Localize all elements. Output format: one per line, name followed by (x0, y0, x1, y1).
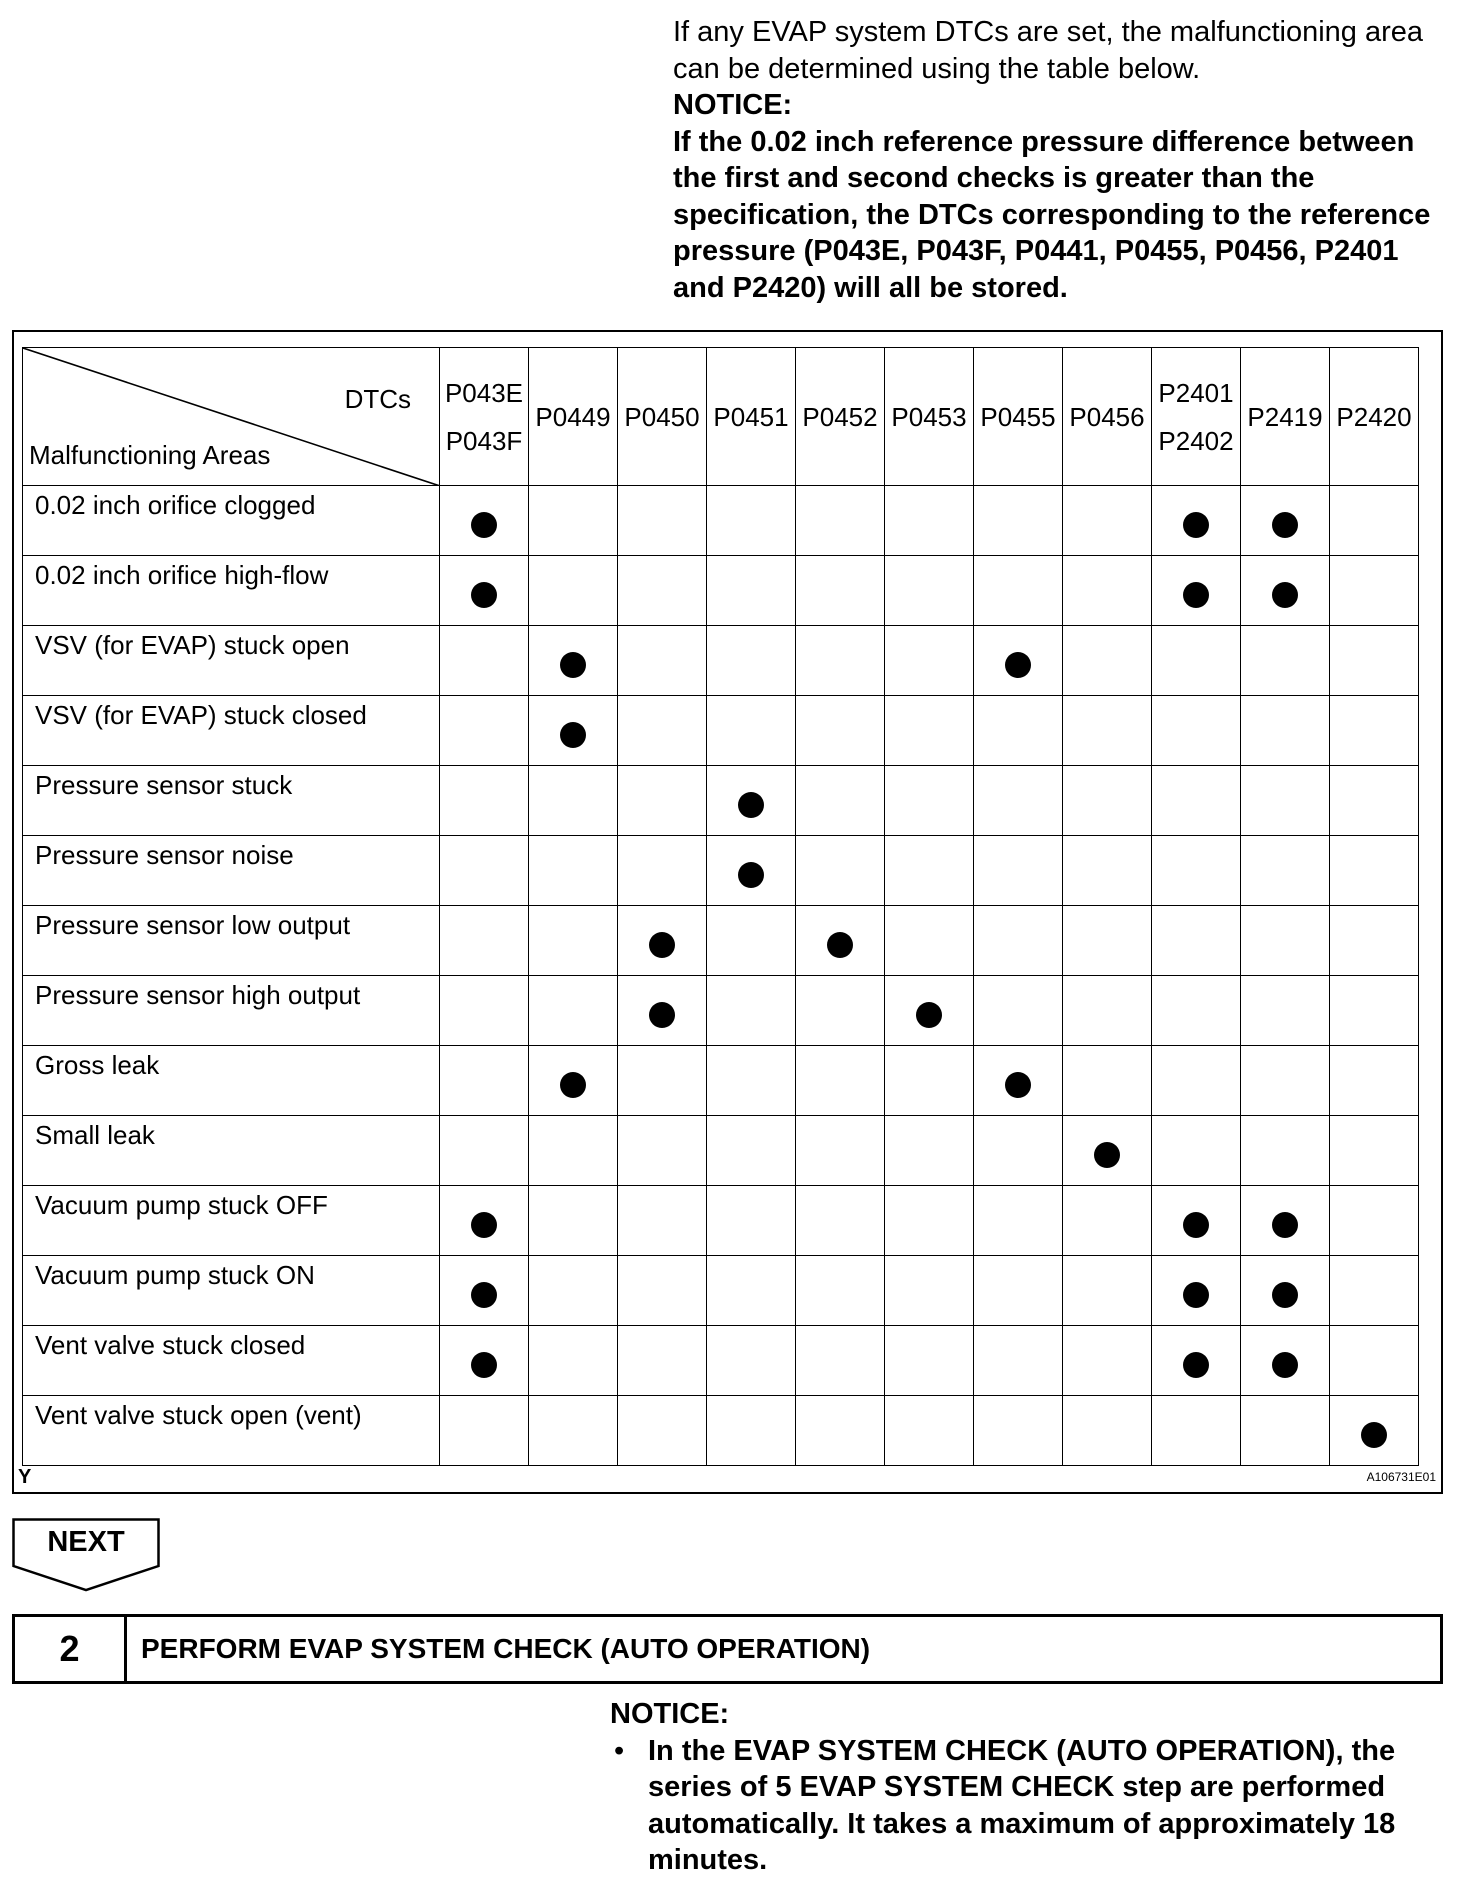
dtc-cell (796, 556, 885, 626)
filled-circle-icon (1183, 1212, 1209, 1238)
dtc-cell (440, 486, 529, 556)
dtc-cell (796, 1326, 885, 1396)
dtc-table (22, 347, 1419, 1466)
dtc-cell (529, 766, 618, 836)
dtc-column-header (1152, 348, 1241, 486)
filled-circle-icon (560, 1072, 586, 1098)
dtc-cell (1241, 696, 1330, 766)
dtc-cell (707, 1326, 796, 1396)
dtc-cell (707, 556, 796, 626)
filled-circle-icon (1272, 1282, 1298, 1308)
dtc-cell (974, 836, 1063, 906)
dtc-cell (974, 1396, 1063, 1466)
dtc-cell (1063, 486, 1152, 556)
dtc-cell (974, 486, 1063, 556)
notice-list (610, 1733, 1450, 1879)
dtc-cell (974, 696, 1063, 766)
dtc-cell (618, 976, 707, 1046)
dtc-cell (1330, 1186, 1419, 1256)
dtc-cell (707, 696, 796, 766)
notice-item-text: In the EVAP SYSTEM CHECK (AUTO OPERATION), the series of 5 EVAP SYSTEM CHECK step are performed automatically. It takes a maximum of approximately 18 minutes. (648, 1734, 1396, 1876)
dtc-cell (440, 556, 529, 626)
dtc-cell (974, 766, 1063, 836)
dtc-cell (796, 906, 885, 976)
dtc-cell (1063, 1116, 1152, 1186)
dtc-cell (1241, 556, 1330, 626)
malfunction-area: Small leak (23, 1116, 440, 1186)
dtc-cell (796, 696, 885, 766)
table-header-row (23, 348, 1419, 486)
malfunction-area: Vacuum pump stuck OFF (23, 1186, 440, 1256)
dtc-cell (707, 906, 796, 976)
dtc-cell (707, 1186, 796, 1256)
dtc-cell (440, 906, 529, 976)
dtc-cell (1152, 836, 1241, 906)
dtc-cell (974, 976, 1063, 1046)
malfunction-area: 0.02 inch orifice clogged (23, 486, 440, 556)
dtc-cell (885, 1186, 974, 1256)
dtc-cell (529, 1326, 618, 1396)
filled-circle-icon (1183, 1282, 1209, 1308)
filled-circle-icon (1183, 512, 1209, 538)
dtc-cell (529, 556, 618, 626)
dtc-cell (529, 1396, 618, 1466)
dtc-cell (707, 486, 796, 556)
dtc-cell (885, 1046, 974, 1116)
dtc-cell (618, 626, 707, 696)
notice-text: If the 0.02 inch reference pressure difference between the first and second checks is greater than the specification, the DTCs corresponding to the reference pressure (P043E, P043F, P0441, P0455, P0456, P2401 and P2420) will all be stored. (673, 125, 1431, 304)
dtc-cell (1241, 766, 1330, 836)
dtc-cell (618, 486, 707, 556)
dtc-cell (1063, 1256, 1152, 1326)
filled-circle-icon (560, 722, 586, 748)
filled-circle-icon (1005, 1072, 1031, 1098)
dtc-cell (1063, 766, 1152, 836)
dtc-cell (885, 486, 974, 556)
table-row (23, 486, 1419, 556)
dtc-cell (1330, 696, 1419, 766)
notice-label: NOTICE: (673, 89, 793, 121)
dtc-cell (885, 766, 974, 836)
dtc-cell (1063, 1046, 1152, 1116)
dtc-cell (440, 626, 529, 696)
dtc-code: P0450 (624, 401, 700, 432)
table-row (23, 1326, 1419, 1396)
dtc-cell (1330, 906, 1419, 976)
filled-circle-icon (1272, 1352, 1298, 1378)
table-row (23, 556, 1419, 626)
figure-id: A106731E01 (1366, 1470, 1436, 1484)
table-row (23, 766, 1419, 836)
dtc-cell (885, 976, 974, 1046)
dtc-cell (1063, 1186, 1152, 1256)
dtc-cell (529, 696, 618, 766)
dtc-cell (885, 696, 974, 766)
dtc-cell (1241, 1256, 1330, 1326)
dtc-cell (707, 976, 796, 1046)
table-row (23, 976, 1419, 1046)
dtc-cell (707, 626, 796, 696)
dtc-cell (885, 626, 974, 696)
malfunction-area: Vacuum pump stuck ON (23, 1256, 440, 1326)
dtc-cell (707, 836, 796, 906)
corner-header (23, 348, 440, 486)
dtc-cell (529, 486, 618, 556)
dtc-cell (618, 1116, 707, 1186)
dtc-cell (1241, 1046, 1330, 1116)
filled-circle-icon (471, 512, 497, 538)
dtc-cell (707, 1396, 796, 1466)
dtc-cell (440, 976, 529, 1046)
dtc-cell (1241, 906, 1330, 976)
filled-circle-icon (471, 1212, 497, 1238)
dtc-code: P0455 (980, 401, 1056, 432)
dtc-column-header (618, 348, 707, 486)
dtc-cell (796, 976, 885, 1046)
dtc-cell (440, 1326, 529, 1396)
bullet-icon: • (614, 1734, 625, 1767)
dtc-cell (529, 976, 618, 1046)
corner-dtcs-label: DTCs (344, 384, 411, 414)
table-row (23, 696, 1419, 766)
dtc-cell (618, 1186, 707, 1256)
dtc-cell (618, 906, 707, 976)
malfunction-area: 0.02 inch orifice high-flow (23, 556, 440, 626)
dtc-cell (618, 836, 707, 906)
dtc-cell (1330, 976, 1419, 1046)
step-number: 2 (15, 1617, 127, 1681)
dtc-code: P0449 (535, 401, 611, 432)
table-row (23, 1046, 1419, 1116)
dtc-code: P043F (445, 425, 523, 456)
dtc-cell (618, 766, 707, 836)
malfunction-area: VSV (for EVAP) stuck open (23, 626, 440, 696)
malfunction-area: Vent valve stuck open (vent) (23, 1396, 440, 1466)
dtc-cell (1330, 1396, 1419, 1466)
dtc-cell (529, 1186, 618, 1256)
dtc-cell (885, 1326, 974, 1396)
dtc-cell (1152, 1326, 1241, 1396)
dtc-cell (529, 1256, 618, 1326)
dtc-column-header (1330, 348, 1419, 486)
dtc-cell (796, 486, 885, 556)
filled-circle-icon (1272, 1212, 1298, 1238)
dtc-cell (1330, 1256, 1419, 1326)
dtc-cell (618, 1046, 707, 1116)
dtc-cell (1152, 1046, 1241, 1116)
dtc-cell (1063, 626, 1152, 696)
filled-circle-icon (738, 862, 764, 888)
dtc-cell (796, 1186, 885, 1256)
table-row (23, 1256, 1419, 1326)
figure-letter: Y (18, 1466, 32, 1488)
dtc-cell (974, 906, 1063, 976)
dtc-cell (707, 1256, 796, 1326)
dtc-cell (440, 1116, 529, 1186)
dtc-cell (885, 836, 974, 906)
filled-circle-icon (471, 1282, 497, 1308)
dtc-cell (1063, 976, 1152, 1046)
dtc-cell (440, 1396, 529, 1466)
notice-label: NOTICE: (610, 1698, 730, 1730)
dtc-cell (1063, 1396, 1152, 1466)
filled-circle-icon (916, 1002, 942, 1028)
dtc-cell (1063, 906, 1152, 976)
dtc-cell (885, 906, 974, 976)
dtc-cell (1330, 836, 1419, 906)
next-label: NEXT (47, 1526, 125, 1558)
dtc-code: P0452 (802, 401, 878, 432)
dtc-cell (974, 1116, 1063, 1186)
dtc-cell (885, 1116, 974, 1186)
table-row (23, 836, 1419, 906)
dtc-cell (440, 1256, 529, 1326)
dtc-cell (1063, 1326, 1152, 1396)
dtc-cell (1152, 696, 1241, 766)
filled-circle-icon (1272, 582, 1298, 608)
dtc-column-header (440, 348, 529, 486)
corner-areas-label: Malfunctioning Areas (29, 440, 271, 470)
dtc-cell (974, 1046, 1063, 1116)
step-title: PERFORM EVAP SYSTEM CHECK (AUTO OPERATION) (141, 1633, 871, 1664)
dtc-code: P2401 (1158, 377, 1234, 408)
dtc-cell (1152, 626, 1241, 696)
dtc-cell (1152, 1396, 1241, 1466)
table-row (23, 1396, 1419, 1466)
malfunction-area: Pressure sensor stuck (23, 766, 440, 836)
dtc-cell (1152, 766, 1241, 836)
dtc-cell (796, 1116, 885, 1186)
dtc-cell (618, 1256, 707, 1326)
dtc-cell (1330, 766, 1419, 836)
intro-text: If any EVAP system DTCs are set, the malfunctioning area can be determined using the table below. (673, 16, 1424, 85)
dtc-cell (796, 766, 885, 836)
notice-section (610, 1696, 1450, 1879)
dtc-code: P043E (444, 377, 524, 408)
dtc-cell (440, 836, 529, 906)
malfunction-area: Pressure sensor noise (23, 836, 440, 906)
dtc-cell (1241, 1396, 1330, 1466)
malfunction-area: Vent valve stuck closed (23, 1326, 440, 1396)
dtc-cell (618, 1326, 707, 1396)
dtc-cell (974, 1256, 1063, 1326)
filled-circle-icon (471, 582, 497, 608)
dtc-cell (1063, 836, 1152, 906)
dtc-cell (1152, 486, 1241, 556)
filled-circle-icon (560, 652, 586, 678)
dtc-cell (1152, 906, 1241, 976)
dtc-cell (974, 1326, 1063, 1396)
table-row (23, 906, 1419, 976)
dtc-cell (1152, 976, 1241, 1046)
filled-circle-icon (738, 792, 764, 818)
dtc-column-header (885, 348, 974, 486)
malfunction-area: Pressure sensor low output (23, 906, 440, 976)
dtc-cell (796, 1396, 885, 1466)
dtc-column-header (1063, 348, 1152, 486)
dtc-cell (1241, 976, 1330, 1046)
dtc-cell (1241, 1186, 1330, 1256)
dtc-cell (707, 766, 796, 836)
dtc-cell (1241, 836, 1330, 906)
dtc-cell (1330, 626, 1419, 696)
dtc-cell (796, 1046, 885, 1116)
dtc-cell (1152, 1186, 1241, 1256)
dtc-cell (1241, 1326, 1330, 1396)
dtc-column-header (1241, 348, 1330, 486)
dtc-code: P2419 (1247, 401, 1323, 432)
dtc-cell (1241, 486, 1330, 556)
filled-circle-icon (1094, 1142, 1120, 1168)
dtc-cell (1330, 1116, 1419, 1186)
filled-circle-icon (1183, 582, 1209, 608)
malfunction-area: VSV (for EVAP) stuck closed (23, 696, 440, 766)
dtc-cell (529, 906, 618, 976)
step-header (12, 1614, 1443, 1684)
dtc-code: P2402 (1158, 425, 1234, 456)
dtc-column-header (707, 348, 796, 486)
dtc-cell (440, 1186, 529, 1256)
dtc-cell (974, 556, 1063, 626)
dtc-cell (440, 766, 529, 836)
filled-circle-icon (827, 932, 853, 958)
dtc-cell (885, 556, 974, 626)
dtc-cell (1241, 1116, 1330, 1186)
filled-circle-icon (649, 932, 675, 958)
filled-circle-icon (471, 1352, 497, 1378)
filled-circle-icon (649, 1002, 675, 1028)
dtc-cell (707, 1116, 796, 1186)
dtc-code: P0451 (713, 401, 789, 432)
dtc-cell (529, 626, 618, 696)
next-button[interactable] (12, 1518, 160, 1592)
intro-section (673, 14, 1453, 306)
dtc-column-header (796, 348, 885, 486)
dtc-cell (1152, 1256, 1241, 1326)
table-row (23, 1116, 1419, 1186)
dtc-cell (1063, 696, 1152, 766)
dtc-code: P0456 (1069, 401, 1145, 432)
dtc-cell (1152, 556, 1241, 626)
notice-item (610, 1733, 1450, 1879)
dtc-cell (1330, 486, 1419, 556)
malfunction-area: Gross leak (23, 1046, 440, 1116)
filled-circle-icon (1361, 1422, 1387, 1448)
dtc-cell (1330, 1326, 1419, 1396)
dtc-cell (974, 1186, 1063, 1256)
dtc-cell (796, 1256, 885, 1326)
dtc-cell (618, 696, 707, 766)
filled-circle-icon (1183, 1352, 1209, 1378)
dtc-cell (440, 1046, 529, 1116)
dtc-cell (707, 1046, 796, 1116)
dtc-column-header (974, 348, 1063, 486)
dtc-cell (529, 1046, 618, 1116)
dtc-cell (440, 696, 529, 766)
dtc-cell (1063, 556, 1152, 626)
table-row (23, 1186, 1419, 1256)
dtc-cell (1152, 1116, 1241, 1186)
filled-circle-icon (1272, 512, 1298, 538)
malfunction-area: Pressure sensor high output (23, 976, 440, 1046)
dtc-cell (618, 556, 707, 626)
table-row (23, 626, 1419, 696)
dtc-cell (1241, 626, 1330, 696)
dtc-code: P0453 (891, 401, 967, 432)
dtc-cell (1330, 1046, 1419, 1116)
dtc-cell (885, 1396, 974, 1466)
dtc-code: P2420 (1336, 401, 1412, 432)
dtc-cell (796, 836, 885, 906)
dtc-cell (529, 1116, 618, 1186)
dtc-cell (885, 1256, 974, 1326)
dtc-cell (796, 626, 885, 696)
dtc-cell (1330, 556, 1419, 626)
dtc-column-header (529, 348, 618, 486)
dtc-cell (529, 836, 618, 906)
dtc-cell (974, 626, 1063, 696)
dtc-cell (618, 1396, 707, 1466)
filled-circle-icon (1005, 652, 1031, 678)
